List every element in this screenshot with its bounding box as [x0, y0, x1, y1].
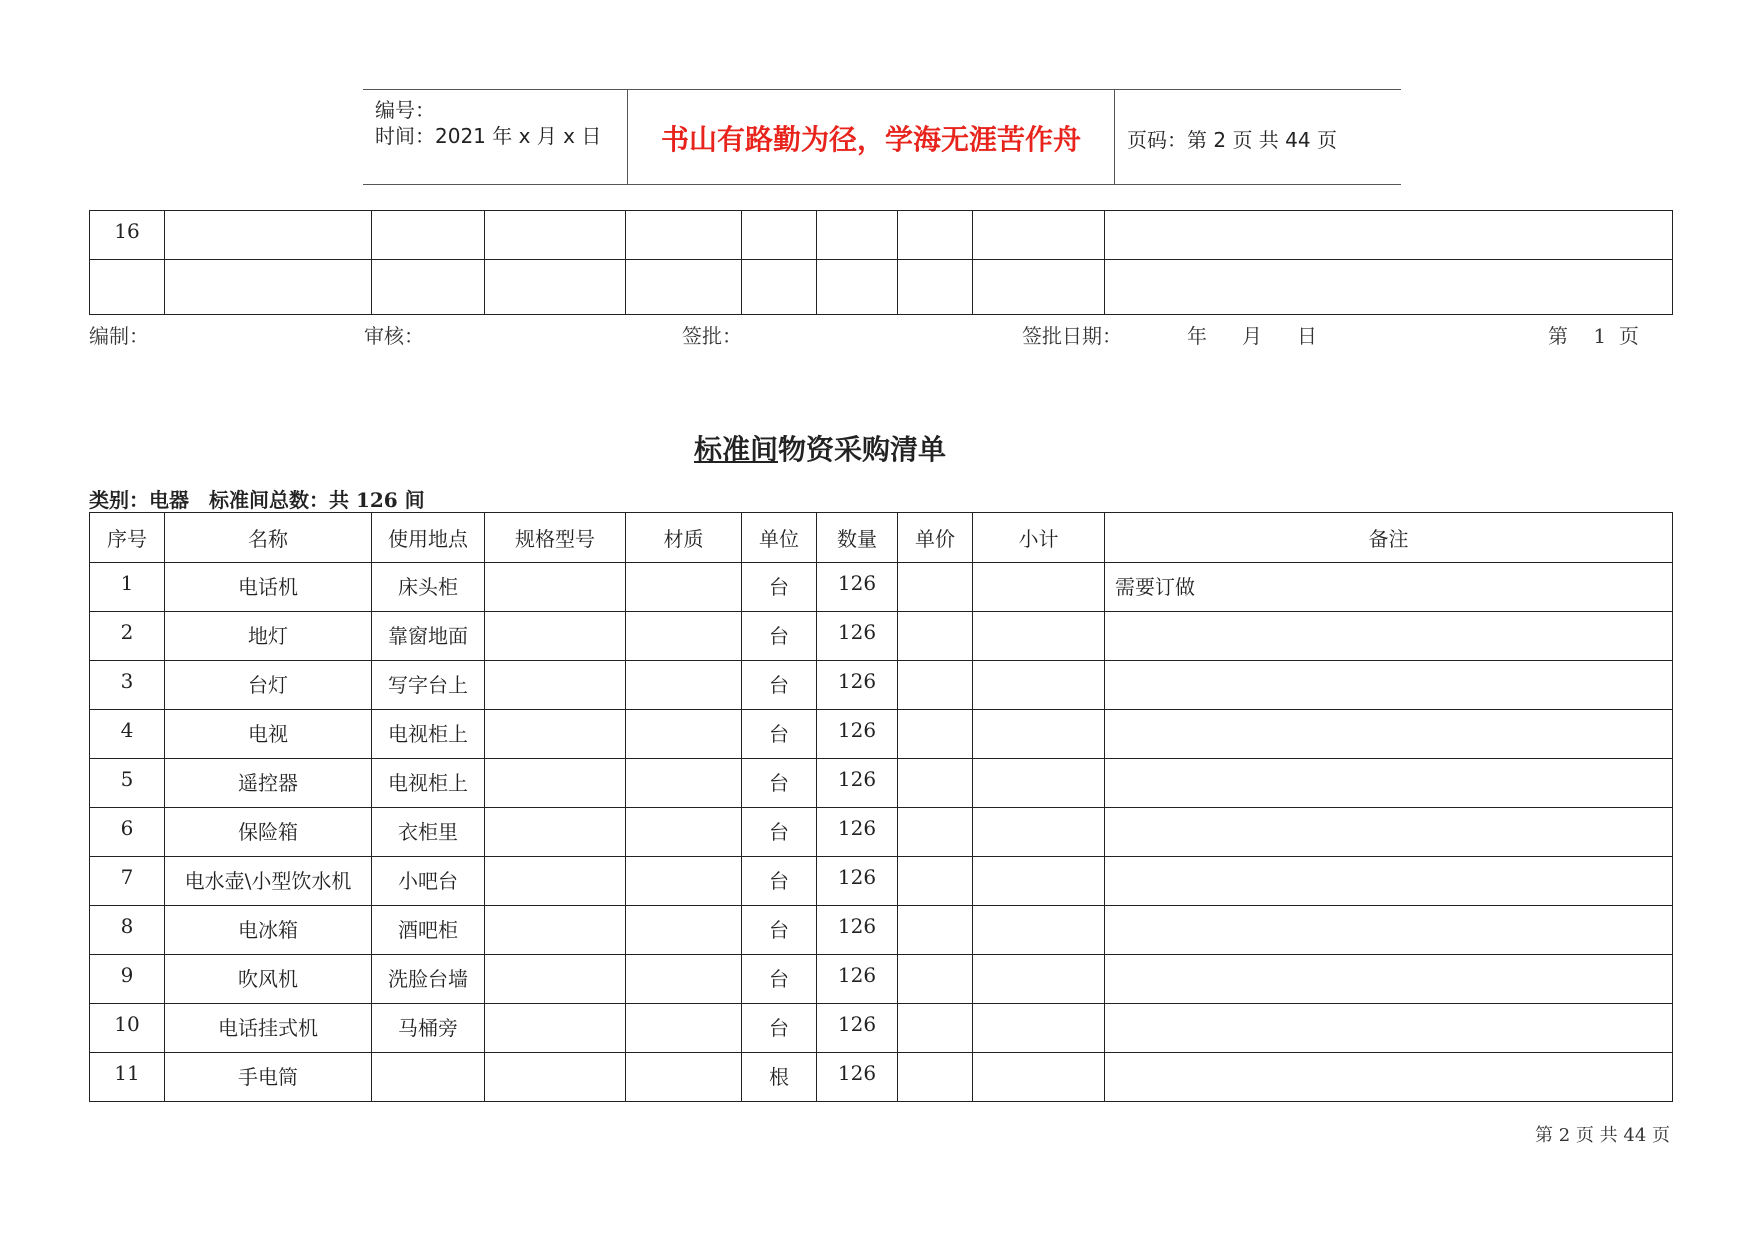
table-cell [898, 808, 973, 857]
table-cell: 保险箱 [165, 808, 372, 857]
column-header: 材质 [626, 513, 742, 563]
table-cell [485, 661, 626, 710]
table-cell [1105, 759, 1673, 808]
table-row [90, 612, 1673, 661]
table-cell: 6 [90, 808, 165, 857]
table-cell: 9 [90, 955, 165, 1004]
header-left-cell [363, 90, 628, 184]
table-cell [973, 710, 1105, 759]
table-cell [485, 955, 626, 1004]
table-cell [898, 1053, 973, 1102]
table-cell: 吹风机 [165, 955, 372, 1004]
table-cell: 126 [817, 661, 898, 710]
table-cell [626, 759, 742, 808]
table-cell [898, 1004, 973, 1053]
prev-table-cell [626, 260, 742, 315]
table-cell: 台 [742, 759, 817, 808]
prev-table-cell: 16 [90, 211, 165, 260]
column-header: 使用地点 [372, 513, 485, 563]
table-cell [898, 955, 973, 1004]
table-cell [898, 710, 973, 759]
table-cell: 电视柜上 [372, 710, 485, 759]
table-cell: 电视柜上 [372, 759, 485, 808]
table-row [90, 1053, 1673, 1102]
table-cell: 126 [817, 857, 898, 906]
column-header: 数量 [817, 513, 898, 563]
compile-label: 编制： [89, 324, 149, 348]
prev-table-row [90, 260, 1673, 315]
table-cell [485, 857, 626, 906]
table-cell [973, 1053, 1105, 1102]
prev-table-cell [90, 260, 165, 315]
table-cell [626, 955, 742, 1004]
table-row [90, 710, 1673, 759]
motto-text: 书山有路勤为径，学海无涯苦作舟 [660, 123, 1081, 156]
table-cell: 8 [90, 906, 165, 955]
table-cell [973, 955, 1105, 1004]
table-cell [372, 1053, 485, 1102]
table-cell [898, 906, 973, 955]
table-cell: 遥控器 [165, 759, 372, 808]
title-rest: 物资采购清单 [778, 433, 947, 466]
prev-table-cell [165, 211, 372, 260]
review-label: 审核： [364, 324, 424, 348]
prev-table-cell [165, 260, 372, 315]
table-cell: 台 [742, 955, 817, 1004]
table-cell [1105, 612, 1673, 661]
table-cell: 台灯 [165, 661, 372, 710]
table-cell [1105, 955, 1673, 1004]
table-cell: 126 [817, 955, 898, 1004]
category-line [89, 484, 445, 513]
table-cell: 2 [90, 612, 165, 661]
table-cell [485, 1004, 626, 1053]
table-cell [485, 759, 626, 808]
table-cell [973, 563, 1105, 612]
document-header [363, 89, 1401, 185]
table-cell [1105, 661, 1673, 710]
prev-table-cell [626, 211, 742, 260]
table-cell: 126 [817, 1053, 898, 1102]
table-cell [1105, 906, 1673, 955]
table-cell [1105, 1004, 1673, 1053]
table-row [90, 563, 1673, 612]
table-cell: 电水壶\小型饮水机 [165, 857, 372, 906]
table-cell [485, 563, 626, 612]
table-cell [485, 612, 626, 661]
header-page-info: 页码：第 2 页 共 44 页 [1127, 128, 1337, 152]
table-cell [626, 710, 742, 759]
table-cell: 根 [742, 1053, 817, 1102]
table-cell: 洗脸台墙 [372, 955, 485, 1004]
table-header-row [90, 513, 1673, 563]
prev-table-cell [817, 211, 898, 260]
table-cell [626, 661, 742, 710]
table-cell: 11 [90, 1053, 165, 1102]
table-cell: 写字台上 [372, 661, 485, 710]
prev-table-cell [973, 260, 1105, 315]
table-cell: 126 [817, 710, 898, 759]
table-cell: 马桶旁 [372, 1004, 485, 1053]
prev-table-cell [1105, 211, 1673, 260]
table-cell: 126 [817, 612, 898, 661]
table-cell: 126 [817, 759, 898, 808]
column-header: 单位 [742, 513, 817, 563]
table-cell [626, 563, 742, 612]
table-cell: 衣柜里 [372, 808, 485, 857]
table-cell: 靠窗地面 [372, 612, 485, 661]
column-header: 名称 [165, 513, 372, 563]
table-row [90, 759, 1673, 808]
table-cell: 台 [742, 906, 817, 955]
table-cell [626, 906, 742, 955]
previous-table-tail [89, 210, 1673, 315]
title-underlined-part: 标准间 [693, 433, 778, 466]
table-cell: 地灯 [165, 612, 372, 661]
prev-table-cell [817, 260, 898, 315]
table-cell: 126 [817, 1004, 898, 1053]
table-cell [973, 1004, 1105, 1053]
table-cell: 7 [90, 857, 165, 906]
column-header: 备注 [1105, 513, 1673, 563]
table-cell: 电话挂式机 [165, 1004, 372, 1053]
table-cell [973, 612, 1105, 661]
table-cell [485, 808, 626, 857]
table-cell: 电视 [165, 710, 372, 759]
table-cell [626, 1004, 742, 1053]
prev-table-cell [485, 260, 626, 315]
category-label: 类别：电器 [89, 488, 189, 512]
table-cell [973, 906, 1105, 955]
table-cell [973, 857, 1105, 906]
table-cell: 电冰箱 [165, 906, 372, 955]
document-number-label: 编号： [375, 98, 435, 122]
table-cell: 电话机 [165, 563, 372, 612]
table-cell [898, 857, 973, 906]
prev-table-cell [372, 211, 485, 260]
table-cell: 126 [817, 563, 898, 612]
prev-table-cell [898, 211, 973, 260]
month-label: 月 [1242, 324, 1262, 348]
header-page-cell [1115, 90, 1401, 184]
table-cell [973, 808, 1105, 857]
table-cell [485, 1053, 626, 1102]
table-cell [898, 661, 973, 710]
table-row [90, 955, 1673, 1004]
table-row [90, 857, 1673, 906]
sheet-page-label: 第 1 页 [1548, 324, 1639, 348]
table-cell: 4 [90, 710, 165, 759]
prev-table-cell [898, 260, 973, 315]
table-cell: 1 [90, 563, 165, 612]
header-motto-cell [628, 90, 1115, 184]
table-cell [626, 1053, 742, 1102]
table-cell: 126 [817, 906, 898, 955]
table-row [90, 906, 1673, 955]
room-total-label: 标准间总数：共 126 间 [209, 488, 425, 512]
table-cell: 手电筒 [165, 1053, 372, 1102]
prev-table-cell [742, 211, 817, 260]
table-cell [1105, 857, 1673, 906]
prev-table-cell [372, 260, 485, 315]
table-row [90, 1004, 1673, 1053]
table-cell: 5 [90, 759, 165, 808]
prev-table-cell [742, 260, 817, 315]
table-cell: 126 [817, 808, 898, 857]
table-cell [1105, 1053, 1673, 1102]
page-footer: 第 2 页 共 44 页 [1535, 1125, 1670, 1146]
table-cell [973, 661, 1105, 710]
prev-table-cell [973, 211, 1105, 260]
year-label: 年 [1187, 324, 1207, 348]
purchase-list-table [89, 512, 1673, 1102]
table-row [90, 808, 1673, 857]
column-header: 小计 [973, 513, 1105, 563]
table-cell: 台 [742, 710, 817, 759]
table-cell [1105, 710, 1673, 759]
document-title [0, 428, 1640, 468]
column-header: 单价 [898, 513, 973, 563]
table-cell: 台 [742, 563, 817, 612]
table-cell [898, 612, 973, 661]
table-cell: 需要订做 [1105, 563, 1673, 612]
table-row [90, 661, 1673, 710]
table-cell: 小吧台 [372, 857, 485, 906]
approve-label: 签批： [682, 324, 742, 348]
prev-table-cell [1105, 260, 1673, 315]
table-cell: 台 [742, 808, 817, 857]
prev-table-row [90, 211, 1673, 260]
table-cell [485, 906, 626, 955]
table-cell [898, 563, 973, 612]
table-cell: 台 [742, 612, 817, 661]
document-time-label: 时间：2021 年 x 月 x 日 [375, 124, 602, 148]
table-cell: 床头柜 [372, 563, 485, 612]
table-cell [626, 808, 742, 857]
approve-date-label: 签批日期： [1022, 324, 1122, 348]
table-cell: 10 [90, 1004, 165, 1053]
table-cell [973, 759, 1105, 808]
table-cell [898, 759, 973, 808]
table-cell [1105, 808, 1673, 857]
table-cell: 台 [742, 661, 817, 710]
table-cell [485, 710, 626, 759]
column-header: 序号 [90, 513, 165, 563]
table-cell [626, 612, 742, 661]
column-header: 规格型号 [485, 513, 626, 563]
table-cell: 酒吧柜 [372, 906, 485, 955]
day-label: 日 [1297, 324, 1317, 348]
table-cell: 台 [742, 1004, 817, 1053]
table-cell [626, 857, 742, 906]
table-cell: 3 [90, 661, 165, 710]
table-cell: 台 [742, 857, 817, 906]
prev-table-cell [485, 211, 626, 260]
